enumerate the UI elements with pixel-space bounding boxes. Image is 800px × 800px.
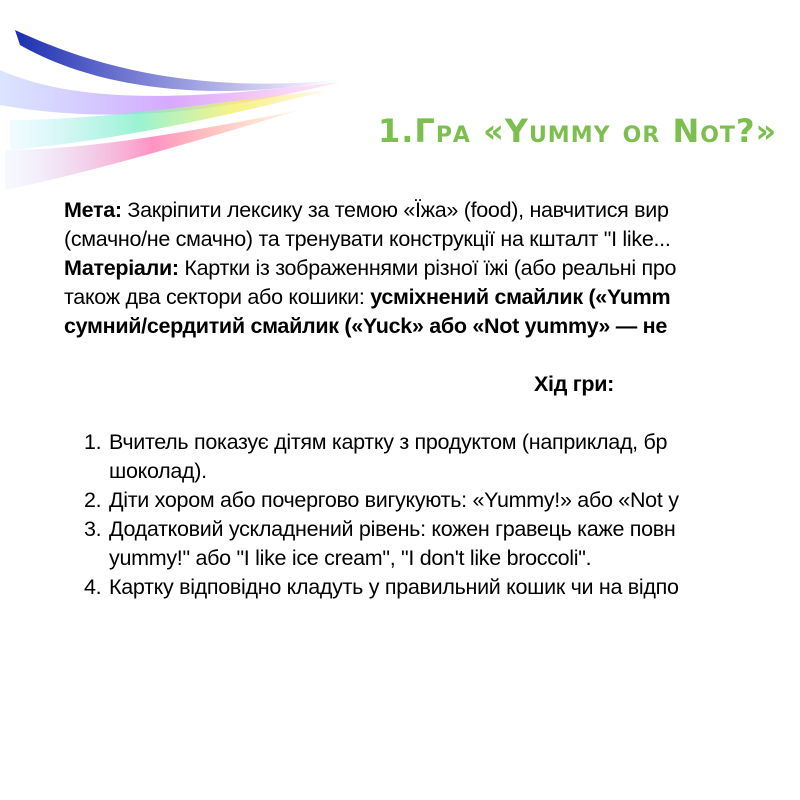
materials-text-1: Картки із зображеннями різної їжі (або реальні про [178, 256, 677, 280]
document-body [64, 196, 800, 602]
materials-line-2 [64, 283, 800, 312]
swoosh-band-blue [15, 30, 340, 91]
list-item [64, 573, 800, 602]
step-number: 4. [84, 575, 102, 599]
decorative-swoosh [0, 0, 360, 200]
list-item [64, 486, 800, 515]
step-text-cont: шоколад). [109, 459, 207, 483]
goal-label: Мета: [64, 198, 122, 222]
materials-line-1 [64, 254, 800, 283]
step-number: 2. [84, 488, 102, 512]
step-text: Діти хором або почергово вигукують: «Yummy!» або «Not y [109, 488, 679, 512]
step-text: Картку відповідно кладуть у правильний кошик чи на відпо [109, 575, 679, 599]
materials-bold-2: усміхнений смайлик («Yumm [370, 285, 671, 309]
materials-bold-3: сумний/сердитий смайлик («Yuck» або «Not yummy» — не [64, 314, 667, 338]
page-title: 1.Гра «Yummy or Not?» [378, 112, 778, 150]
steps-list [64, 428, 800, 602]
step-number: 1. [84, 430, 102, 454]
materials-line-3 [64, 312, 800, 341]
materials-label: Матеріали: [64, 256, 179, 280]
goal-line-1 [64, 196, 800, 225]
procedure-heading: Хід гри: [534, 372, 614, 396]
step-number: 3. [84, 517, 102, 541]
step-text: Вчитель показує дітям картку з продуктом (наприклад, бр [109, 430, 668, 454]
goal-line-2: (смачно/не смачно) та тренувати конструкції на кшталт "I like... [64, 227, 671, 251]
goal-text-1: Закріпити лексику за темою «Їжа» (food), навчитися вир [121, 198, 669, 222]
list-item [64, 515, 800, 573]
step-text-cont: yummy!" або "I like ice cream", "I don't like broccoli". [109, 546, 592, 570]
list-item [64, 428, 800, 486]
swoosh-band-violet [0, 70, 340, 115]
materials-text-2: також два сектори або кошики: [64, 285, 371, 309]
step-text: Додатковий ускладнений рівень: кожен гравець каже повн [109, 517, 676, 541]
